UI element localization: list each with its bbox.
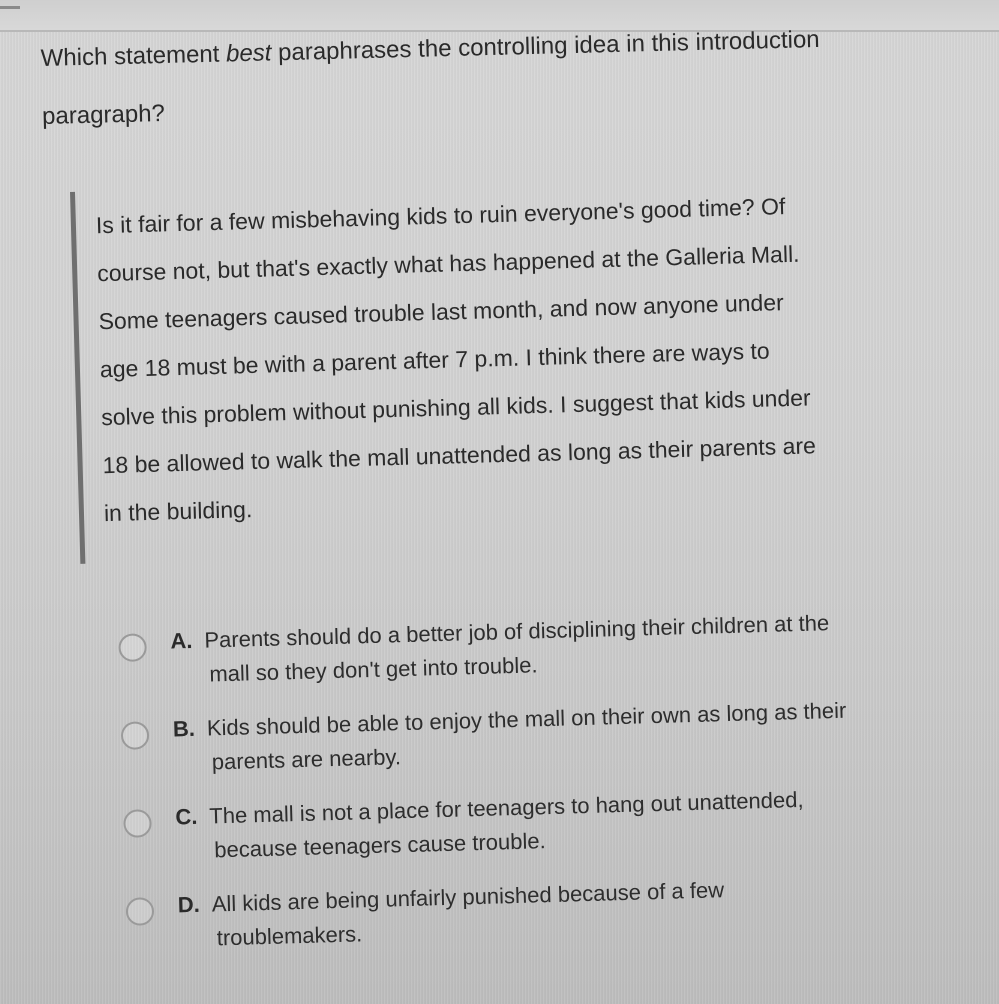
toolbar-edge-mark [0, 6, 20, 9]
choice-d-line1: All kids are being unfairly punished because of a few [211, 877, 725, 917]
passage-line: Is it fair for a few misbehaving kids to ruin everyone's good time? Of [95, 193, 786, 239]
choice-a-line1: Parents should do a better job of disciplining their children at the [204, 610, 830, 653]
choice-letter-a: A. [170, 627, 193, 654]
question-prompt [40, 8, 943, 146]
choice-d-line2: troublemakers. [216, 921, 363, 951]
passage-block [70, 168, 925, 563]
choice-letter-d: D. [177, 891, 201, 918]
question-prefix: Which statement [40, 40, 220, 72]
choice-c-line1: The mall is not a place for teenagers to hang out unattended, [208, 786, 804, 829]
question-suffix: paraphrases the controlling idea in this introduction paragraph? [41, 25, 820, 130]
passage-line: Some teenagers caused trouble last month, and now anyone under [98, 289, 785, 335]
radio-button-c[interactable] [123, 809, 152, 838]
radio-button-b[interactable] [121, 721, 150, 750]
passage-line: 18 be allowed to walk the mall unattended as long as their parents are [102, 432, 817, 479]
passage-line: course not, but that's exactly what has happened at the Galleria Mall. [96, 240, 800, 287]
passage-line: solve this problem without punishing all kids. I suggest that kids under [100, 384, 811, 431]
choice-letter-c: C. [175, 803, 198, 830]
question-emphasis: best [225, 39, 272, 68]
choice-c-line2: because teenagers cause trouble. [213, 828, 546, 863]
radio-button-a[interactable] [118, 633, 147, 662]
choice-b-line1: Kids should be able to enjoy the mall on their own as long as their [206, 697, 847, 741]
passage-line: in the building. [103, 496, 253, 527]
passage-text [95, 178, 934, 537]
choice-text-a[interactable] [204, 602, 976, 691]
choice-b-line2: parents are nearby. [211, 744, 402, 775]
passage-line: age 18 must be with a parent after 7 p.m. I think there are ways to [99, 337, 770, 383]
radio-button-d[interactable] [126, 897, 155, 926]
choice-letter-b: B. [172, 715, 196, 742]
choice-a-line2: mall so they don't get into trouble. [209, 652, 538, 687]
answer-choices [118, 602, 987, 978]
